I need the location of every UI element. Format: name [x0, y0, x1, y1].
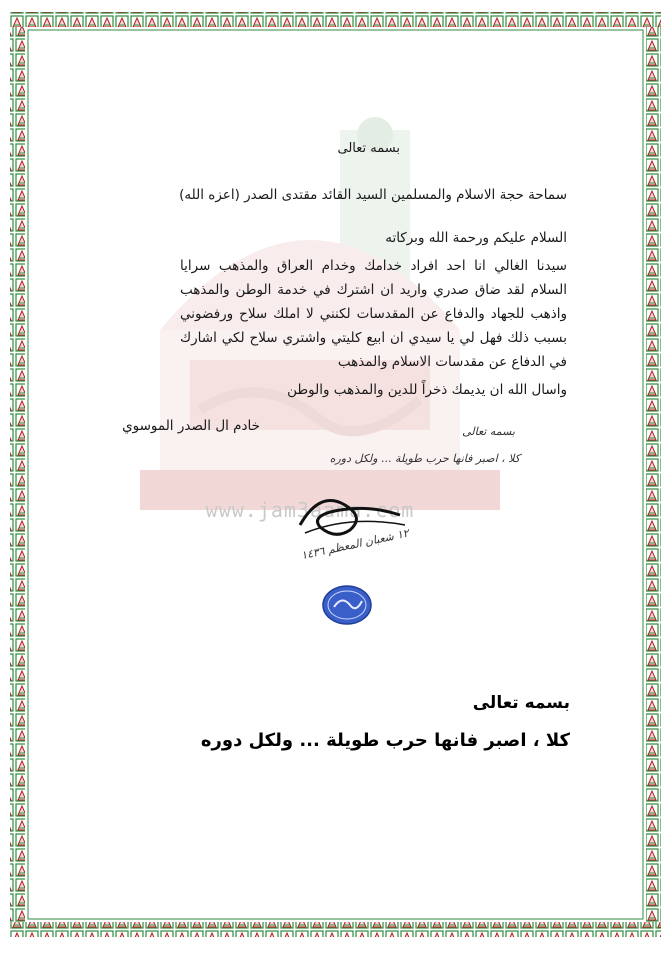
- handwritten-reply: كلا ، اصبر فانها حرب طويلة ... ولكل دوره: [329, 452, 520, 465]
- letter-heading: بسمه تعالى: [337, 141, 400, 156]
- handwritten-heading: بسمه تعالى: [462, 425, 515, 438]
- letter-signature: خادم ال الصدر الموسوي: [122, 418, 260, 434]
- letter-closing: واسال الله ان يديمك ذخراً للدين والمذهب والوطن: [287, 382, 567, 398]
- letter-body: سيدنا الغالي انا احد افراد خدامك وخدام العراق والمذهب سرايا السلام لقد ضاق صدري واريد ان اشترك في خدمة الوطن والمذهب واذهب للجهاد والدفاع عن المقدسات لكنني لا املك سلاح ورفضوني بسبب ذلك فهل لي يا سيدي ان ابيع كليتي واشتري سلاح لكي اشارك في الدفاع عن مقدسات الاسلام والمذهب: [180, 258, 567, 370]
- letter-addressee: سماحة حجة الاسلام والمسلمين السيد القائد مقتدى الصدر (اعزه الله): [179, 187, 567, 203]
- blue-seal-stamp: [322, 585, 372, 625]
- letter-greeting: السلام عليكم ورحمة الله وبركاته: [385, 230, 567, 246]
- typed-reply-heading: بسمه تعالى: [472, 693, 570, 713]
- typed-reply-text: كلا ، اصبر فانها حرب طويلة ... ولكل دوره: [200, 730, 570, 751]
- handwritten-date: ١٢ شعبان المعظم ١٤٣٦: [299, 526, 410, 563]
- watermark-url: www.jam3aama.com: [205, 498, 415, 522]
